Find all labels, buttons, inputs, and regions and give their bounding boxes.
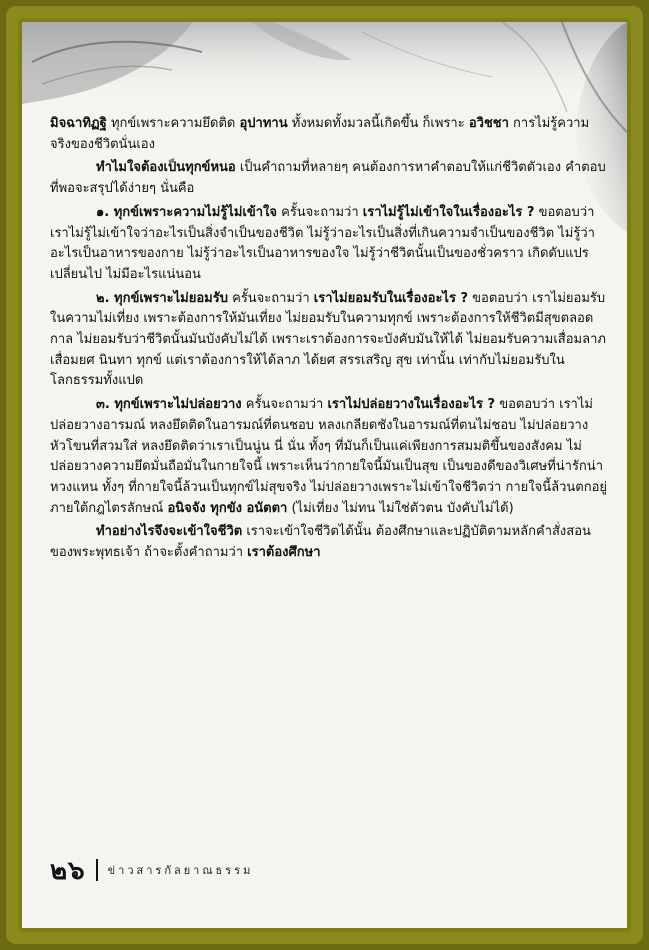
p1-text-b: ทั้งหมดทั้งมวลนี้เกิดขึ้น ก็เพราะ: [287, 116, 469, 131]
paragraph-2: [50, 158, 610, 199]
point-1-heading: ๑. ทุกข์เพราะความไม่รู้ไม่เข้าใจ: [96, 204, 277, 220]
p1-text-a: ทุกข์เพราะความยึดติด: [106, 116, 240, 131]
point-1-ask: ครั้นจะถามว่า: [276, 204, 363, 220]
page-number: ๒๖: [50, 855, 86, 886]
point-3: [50, 395, 610, 519]
point-3-ask: ครั้นจะถามว่า: [241, 397, 328, 413]
heading-why-suffering: ทำไมใจต้องเป็นทุกข์หนอ: [96, 160, 236, 176]
term-tilakkhana: อนิจจัง ทุกขัง อนัตตา: [167, 500, 288, 516]
p2-text: เป็นคำถามที่หลายๆ คนต้องการหาคำตอบให้แก่ชีวิตตัวเอง คำตอบที่พอจะสรุปได้ง่ายๆ นั่นคือ: [50, 160, 606, 197]
p6-text: เราจะเข้าใจชีวิตได้นั้น ต้องศึกษาและปฏิบัติตามหลักคำสั่งสอนของพระพุทธเจ้า ถ้าจะตั้งคำถามว่า: [50, 524, 591, 561]
footer-divider: [96, 859, 98, 881]
article-body: [50, 114, 610, 564]
point-3-heading: ๓. ทุกข์เพราะไม่ปล่อยวาง: [96, 397, 242, 413]
document-page: [22, 22, 627, 928]
point-2-heading: ๒. ทุกข์เพราะไม่ยอมรับ: [96, 290, 228, 306]
p1-text-c: การไม่รู้ความจริงของชีวิตนั่นเอง: [50, 116, 590, 152]
point-1-question: เราไม่รู้ไม่เข้าใจในเรื่องอะไร ?: [362, 204, 535, 220]
paragraph-1: [50, 114, 610, 155]
point-3-tail: (ไม่เที่ยง ไม่ทน ไม่ใช่ตัวตน บังคับไม่ได้): [287, 500, 514, 516]
page-footer: [50, 850, 253, 890]
point-2-ask: ครั้นจะถามว่า: [227, 290, 314, 306]
point-2-question: เราไม่ยอมรับในเรื่องอะไร ?: [313, 290, 469, 306]
paragraph-understand-life: [50, 522, 610, 563]
point-3-question: เราไม่ปล่อยวางในเรื่องอะไร ?: [327, 397, 496, 413]
term-avijja: อวิชชา: [468, 116, 509, 131]
magazine-name: ข่าวสารกัลยาณธรรม: [107, 864, 254, 877]
point-3-answer: ขอตอบว่า เราไม่ปล่อยวางอารมณ์ หลงยึดติดในอารมณ์ที่ตนชอบ หลงเกลียดชังในอารมณ์ที่ตนไม่ชอบ ไม่ปล่อยวางหัวโขนที่สวมใส่ หลงยึดติดว่าเราเป็นนู่น นี่ นั่น ทั้งๆ ที่มันก็เป็นแค่เพียงการสมมติขึ้นของสังคม ไม่ปล่อยวางความยึดมั่นถือมั่นในกายใจนี้ เพราะเห็นว่ากายใจนี้มันเป็นสุข เป็นของดีของวิเศษที่น่ารักน่าหวงแหน ทั้งๆ ที่กายใจนี้ล้วนเป็นทุกข์ไม่สุขจริง ไม่ปล่อยวางเพราะไม่เข้าใจชีวิตว่า กายใจนี้ล้วนตกอยู่ภายใต้กฎไตรลักษณ์: [50, 397, 608, 516]
point-2: [50, 289, 610, 393]
p6-bold-end: เราต้องศึกษา: [247, 545, 321, 561]
point-1-answer: ขอตอบว่า เราไม่รู้ไม่เข้าใจว่าอะไรเป็นสิ่งจำเป็นของชีวิต ไม่รู้ว่าอะไรเป็นสิ่งที่เกินความจำเป็นของชีวิต ไม่รู้ว่าอะไรเป็นอาหารของกาย ไม่รู้ว่าอะไรเป็นอาหารของใจ ไม่รู้ว่าชีวิตนั้นเป็นของชั่วคราว เกิดดับแปรเปลี่ยนไป ไม่มีอะไรแน่นอน: [50, 204, 595, 282]
term-micchaditthi: มิจฉาทิฏฐิ: [50, 116, 107, 131]
point-2-answer: ขอตอบว่า เราไม่ยอมรับในความไม่เที่ยง เพราะต้องการให้มันเที่ยง ไม่ยอมรับในความทุกข์ เพราะต้องการให้ชีวิตมีสุขตลอดกาล ไม่ยอมรับว่าชีวิตนั้นมันบังคับไม่ได้ เพราะเราต้องการจะบังคับมันให้ได้ ไม่ยอมรับความเสื่อมลาภ เสื่อมยศ นินทา ทุกข์ แต่เราต้องการให้ได้ลาภ ได้ยศ สรรเสริญ สุข เท่านั้น เท่ากับไม่ยอมรับในโลกธรรมทั้งแปด: [50, 290, 606, 389]
term-upadana: อุปาทาน: [239, 116, 288, 131]
point-1: [50, 203, 610, 286]
heading-understand-life: ทำอย่างไรจึงจะเข้าใจชีวิต: [96, 524, 243, 540]
